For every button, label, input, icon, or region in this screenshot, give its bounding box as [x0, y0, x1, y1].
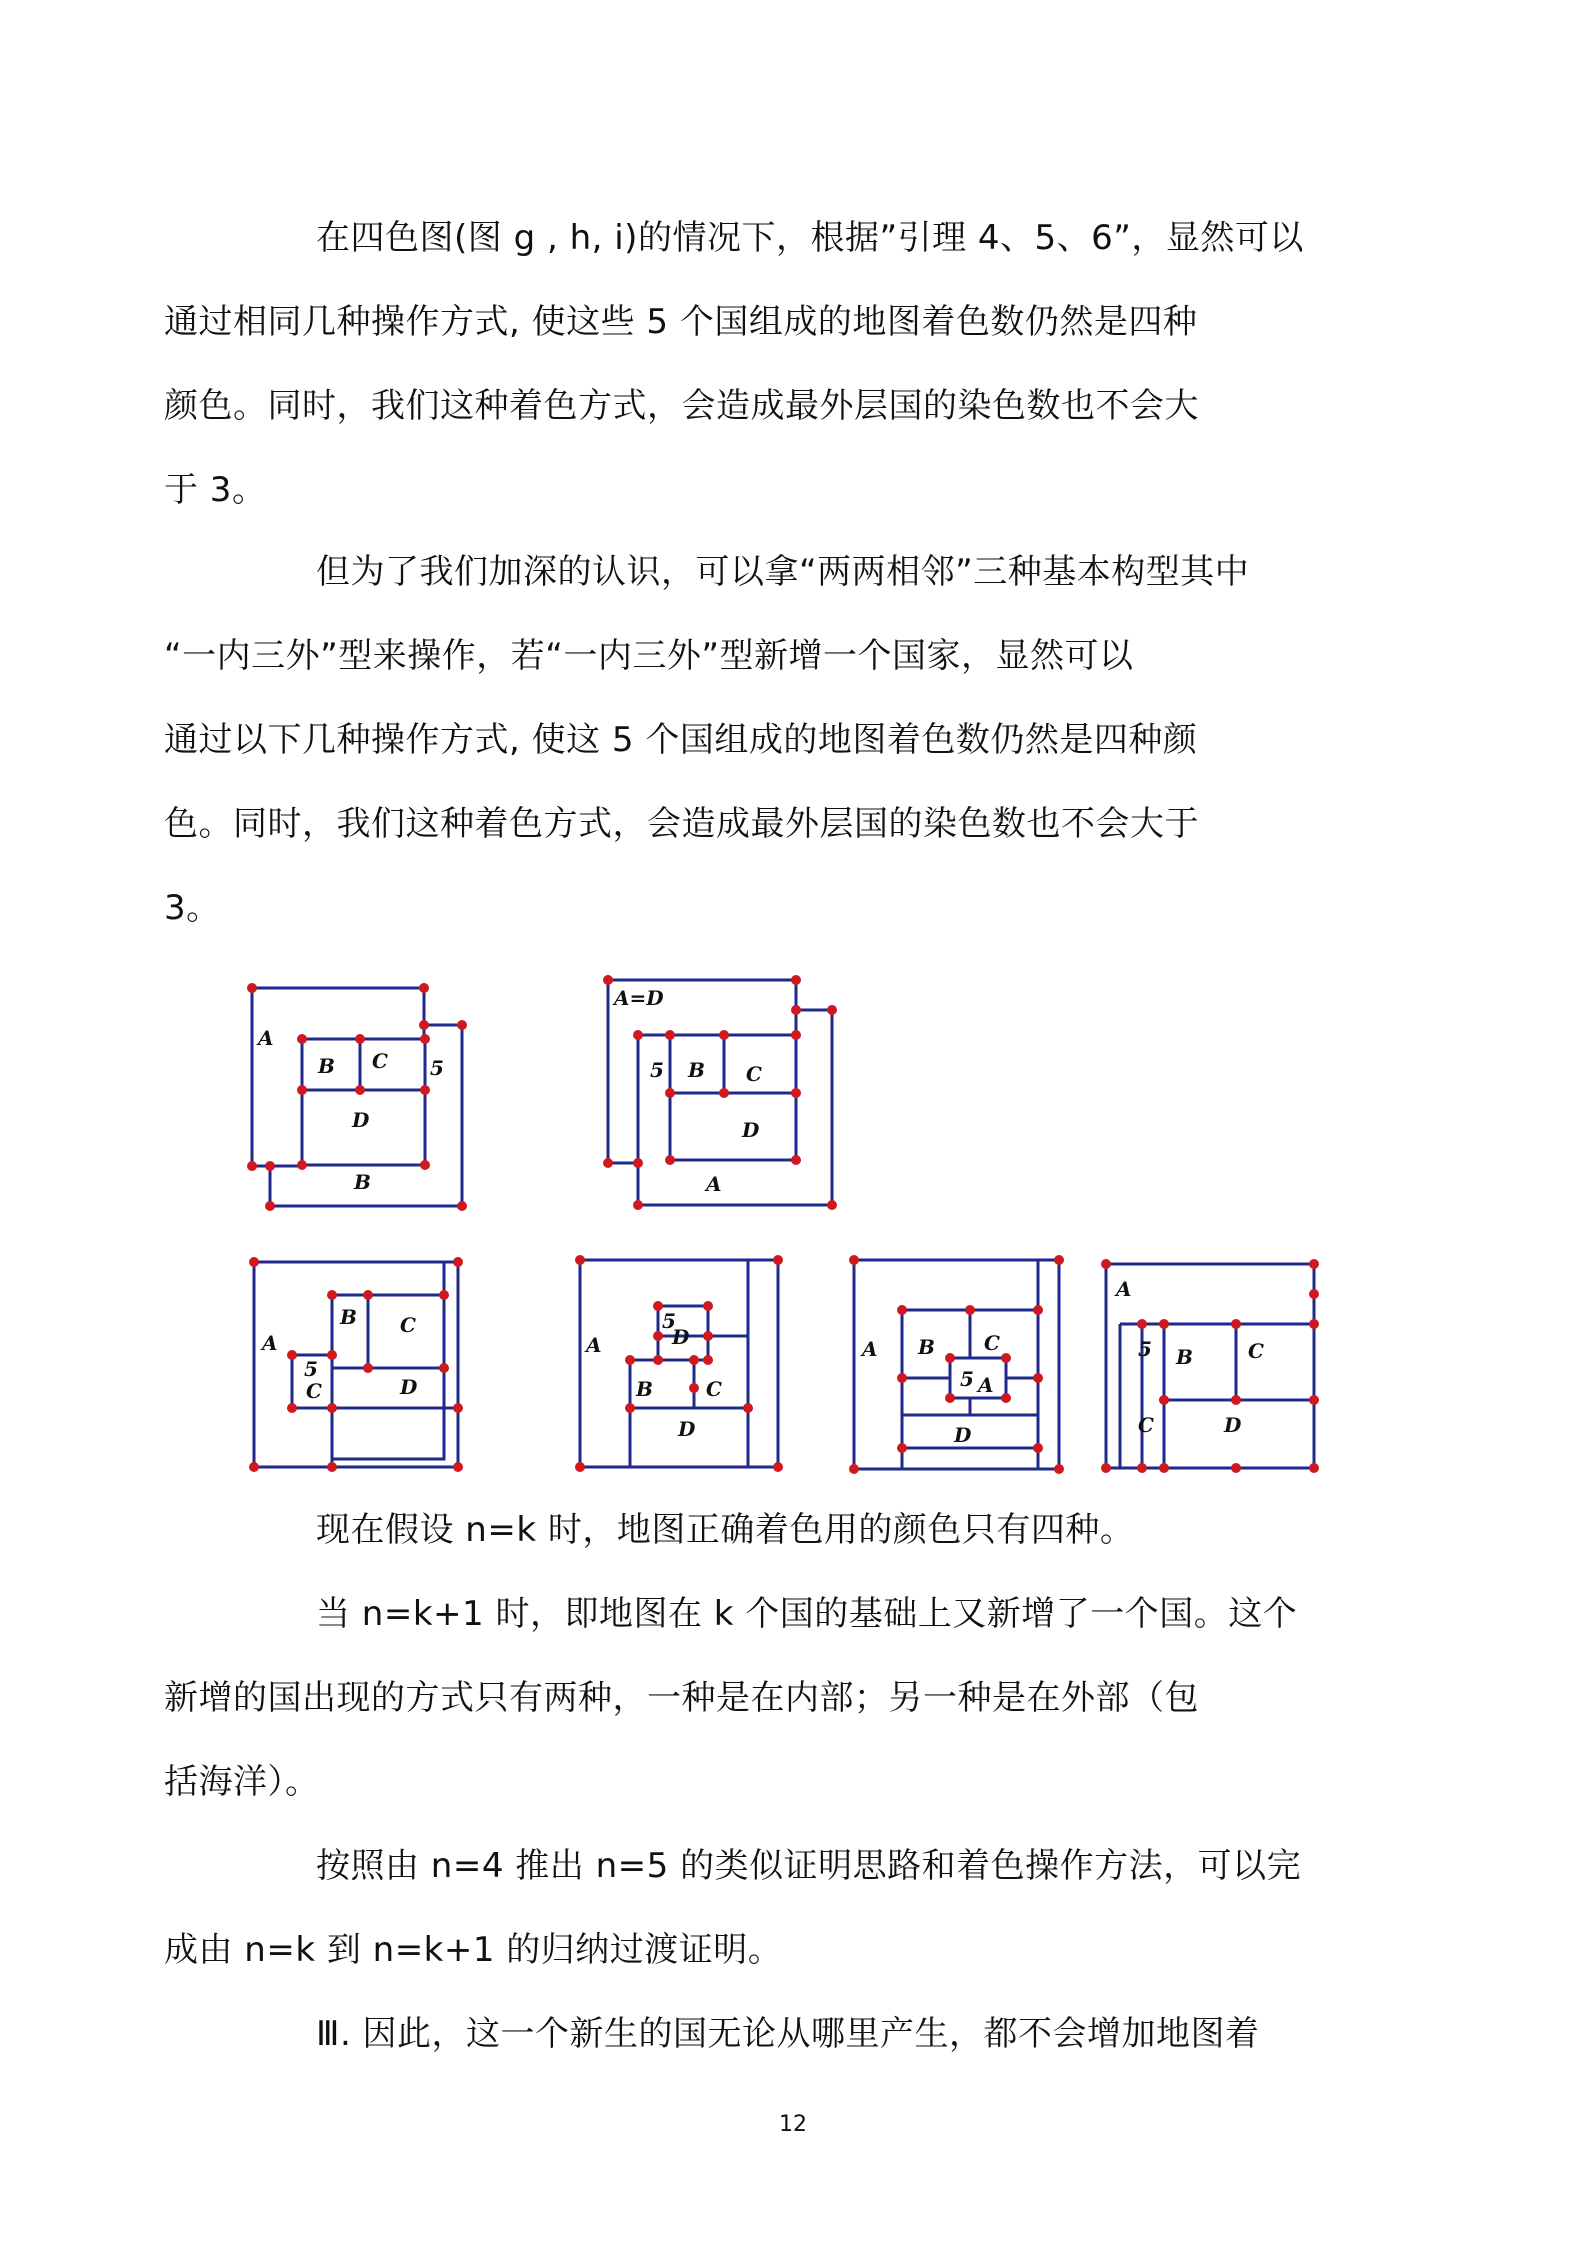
- region-label: C: [1138, 1413, 1154, 1437]
- map-figure-3: [240, 1250, 470, 1480]
- region-label: B: [354, 1170, 371, 1194]
- paragraph-6: [240, 1992, 1350, 2076]
- region-label: B: [340, 1305, 357, 1329]
- map-figure-4: [566, 1248, 796, 1478]
- text-line: “一内三外”型来操作，若“一内三外”型新增一个国家，显然可以: [164, 636, 1134, 676]
- map-figure-2: [594, 965, 844, 1215]
- text-line: 通过相同几种操作方式, 使这些 5 个国组成的地图着色数仍然是四种: [164, 302, 1198, 342]
- text-line: 但为了我们加深的认识，可以拿“两两相邻”三种基本构型其中: [316, 552, 1250, 592]
- text-line: 现在假设 n=k 时，地图正确着色用的颜色只有四种。: [316, 1510, 1135, 1550]
- region-label: 5: [650, 1058, 664, 1082]
- region-label: D: [742, 1118, 760, 1142]
- text-line: 通过以下几种操作方式, 使这 5 个国组成的地图着色数仍然是四种颜: [164, 720, 1198, 760]
- region-label: A: [258, 1026, 274, 1050]
- region-label: B: [918, 1335, 935, 1359]
- text-line: 色。同时，我们这种着色方式，会造成最外层国的染色数也不会大于: [164, 804, 1199, 844]
- region-label: C: [1248, 1339, 1264, 1363]
- region-label: B: [1176, 1345, 1193, 1369]
- text-line: 在四色图(图 g , h, i)的情况下，根据”引理 4、5、6”，显然可以: [316, 218, 1304, 258]
- region-label: B: [688, 1058, 705, 1082]
- region-label: 5: [662, 1309, 676, 1333]
- text-line: 3。: [164, 888, 221, 928]
- region-label: D: [400, 1375, 418, 1399]
- page-number: 12: [779, 2112, 807, 2137]
- region-label: A=D: [614, 986, 664, 1010]
- region-label: C: [984, 1331, 1000, 1355]
- region-label: D: [352, 1108, 370, 1132]
- map-figure-1: [240, 975, 480, 1215]
- text-line: 按照由 n=4 推出 n=5 的类似证明思路和着色操作方法，可以完: [316, 1846, 1302, 1886]
- region-label: 5: [430, 1056, 444, 1080]
- region-label: D: [1224, 1413, 1242, 1437]
- region-label: D: [672, 1325, 690, 1349]
- region-label: A: [862, 1337, 878, 1361]
- region-label: C: [706, 1377, 722, 1401]
- region-label: C: [746, 1062, 762, 1086]
- region-label: 5: [960, 1367, 974, 1391]
- region-label: A: [262, 1331, 278, 1355]
- region-label: A: [978, 1373, 994, 1397]
- map-figure-5: [840, 1250, 1070, 1480]
- region-label: 5: [304, 1357, 318, 1381]
- text-line: Ⅲ. 因此，这一个新生的国无论从哪里产生，都不会增加地图着: [316, 2014, 1260, 2054]
- text-line: 颜色。同时，我们这种着色方式，会造成最外层国的染色数也不会大: [164, 386, 1199, 426]
- text-line: 括海洋）。: [164, 1762, 320, 1802]
- map-figure-6: [1098, 1252, 1328, 1482]
- paragraph-5: [164, 1824, 1350, 1992]
- text-line: 新增的国出现的方式只有两种，一种是在内部；另一种是在外部（包: [164, 1678, 1199, 1718]
- region-label: B: [318, 1054, 335, 1078]
- text-line: 成由 n=k 到 n=k+1 的归纳过渡证明。: [164, 1930, 783, 1970]
- text-line: 当 n=k+1 时，即地图在 k 个国的基础上又新增了一个国。这个: [316, 1594, 1298, 1634]
- text-line: 于 3。: [164, 470, 267, 510]
- region-label: C: [306, 1379, 322, 1403]
- paragraph-4: [164, 1572, 1350, 1824]
- paragraph-3: [240, 1488, 1350, 1572]
- region-label: B: [636, 1377, 653, 1401]
- region-label: D: [954, 1423, 972, 1447]
- region-label: A: [586, 1333, 602, 1357]
- region-label: C: [400, 1313, 416, 1337]
- region-label: A: [1116, 1277, 1132, 1301]
- region-label: 5: [1138, 1337, 1152, 1361]
- region-label: C: [372, 1049, 388, 1073]
- region-label: D: [678, 1417, 696, 1441]
- region-label: A: [706, 1172, 722, 1196]
